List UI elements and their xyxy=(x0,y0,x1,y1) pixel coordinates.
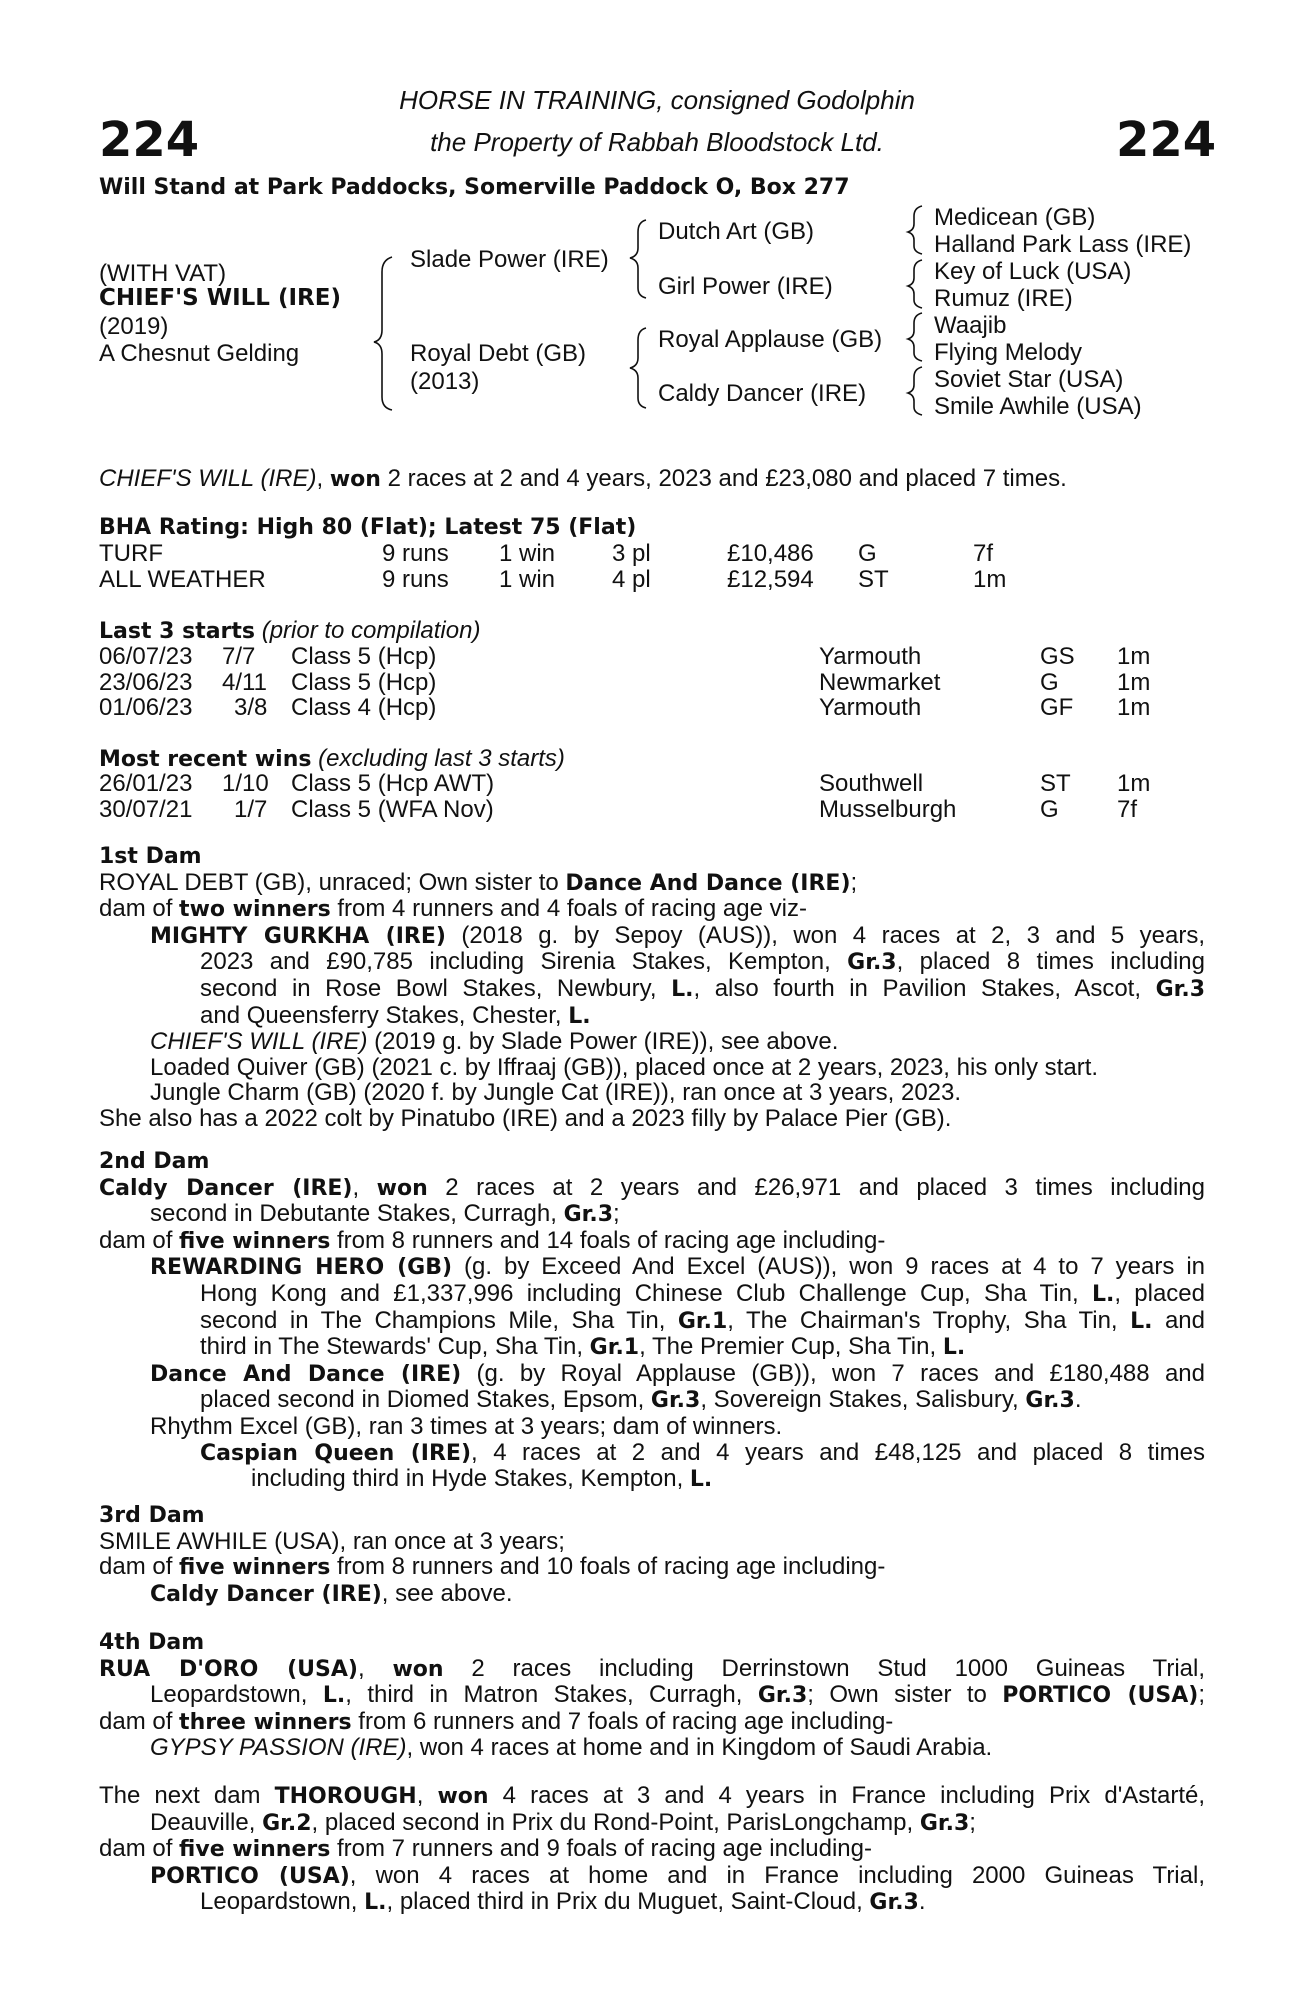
wins: 1 win xyxy=(499,566,556,593)
position: 1/10 xyxy=(222,770,269,797)
consignor-line: HORSE IN TRAINING, consigned Godolphin xyxy=(399,85,915,115)
prize: £10,486 xyxy=(727,540,814,567)
dam: Royal Debt (GB) xyxy=(410,340,587,367)
distance: 1m xyxy=(1117,669,1151,696)
gg-3: Key of Luck (USA) xyxy=(934,258,1132,285)
position: 7/7 xyxy=(222,643,256,670)
distance: 1m xyxy=(1117,770,1151,797)
runs: 9 runs xyxy=(382,540,449,567)
gg-6: Flying Melody xyxy=(934,339,1083,366)
gg-1: Medicean (GB) xyxy=(934,204,1096,231)
first-dam-title: 1st Dam xyxy=(99,844,202,869)
vat-note: (WITH VAT) xyxy=(99,260,227,287)
third-dam-title: 3rd Dam xyxy=(99,1503,205,1528)
course: Newmarket xyxy=(819,669,941,696)
gg-5: Waajib xyxy=(934,312,1007,339)
race-class: Class 4 (Hcp) xyxy=(291,694,437,721)
first-dam-section: 1st Dam ROYAL DEBT (GB), unraced; Own sister to Dance And Dance (IRE); dam of two winners from 4 runners and 4 foals of racing age viz- MIGHTY GURKHA (IRE) (2018 g. by Sepoy (AUS)), won 4 races at 2, 3 and 5 years, 2023 and £90,785 including Sirenia Stakes, Kempton, Gr.3, placed 8 times including second in Rose Bowl Stakes, Newbury, L., also fourth in Pavilion Stakes, Ascot, Gr.3 and Queensferry Stakes, Chester, L. CHIEF'S WILL (IRE) (2019 g. by Slade Power (IRE)), see above. Loaded Quiver (GB) (2021 c. by Iffraaj (GB)), placed once at 2 years, 2023, his only start. Jungle Charm (GB) (2020 f. by Jungle Cat (IRE)), ran once at 3 years, 2023. She also has a 2022 colt by Pinatubo (IRE) and a 2023 filly by Palace Pier (GB). xyxy=(99,844,1206,1132)
race-class: Class 5 (WFA Nov) xyxy=(291,796,494,823)
stand-location: Will Stand at Park Paddocks, Somerville Paddock O, Box 277 xyxy=(99,175,850,200)
summary-won: won xyxy=(329,467,381,492)
wins: 1 win xyxy=(499,540,556,567)
lot-number-left: 224 xyxy=(99,112,200,168)
dam-year: (2013) xyxy=(410,368,480,395)
surface: TURF xyxy=(99,540,163,567)
gg-4: Rumuz (IRE) xyxy=(934,285,1073,312)
gg-8: Smile Awhile (USA) xyxy=(934,393,1142,420)
position: 1/7 xyxy=(234,796,268,823)
going: ST xyxy=(858,566,889,593)
horse-description: A Chesnut Gelding xyxy=(99,340,300,367)
gg-7: Soviet Star (USA) xyxy=(934,366,1124,393)
distance: 7f xyxy=(973,540,994,567)
course: Yarmouth xyxy=(819,694,922,721)
date: 30/07/21 xyxy=(99,796,193,823)
bha-rating-title: BHA Rating: High 80 (Flat); Latest 75 (Flat) xyxy=(99,515,637,540)
date: 01/06/23 xyxy=(99,694,193,721)
race-class: Class 5 (Hcp) xyxy=(291,643,437,670)
going: G xyxy=(1040,796,1059,823)
summary-rest: 2 races at 2 and 4 years, 2023 and £23,080 and placed 7 times. xyxy=(380,465,1067,492)
foaling-year: (2019) xyxy=(99,313,169,340)
distance: 1m xyxy=(973,566,1007,593)
course: Musselburgh xyxy=(819,796,957,823)
date: 26/01/23 xyxy=(99,770,193,797)
recent-title: Most recent wins xyxy=(99,747,312,772)
gg-2: Halland Park Lass (IRE) xyxy=(934,231,1192,258)
summary-horse: CHIEF'S WILL (IRE) xyxy=(99,465,317,492)
course: Yarmouth xyxy=(819,643,922,670)
dam-sire: Royal Applause (GB) xyxy=(658,326,883,353)
placed: 4 pl xyxy=(612,566,651,593)
distance: 7f xyxy=(1117,796,1138,823)
position: 3/8 xyxy=(234,694,268,721)
going: GF xyxy=(1040,694,1074,721)
fourth-dam-section: 4th Dam RUA D'ORO (USA), won 2 races including Derrinstown Stud 1000 Guineas Trial, Leopardstown, L., third in Matron Stakes, Curragh, Gr.3; Own sister to PORTICO (USA); dam of three winners from 6 runners and 7 foals of racing age including- GYPSY PASSION (IRE), won 4 races at home and in Kingdom of Saudi Arabia. xyxy=(99,1630,1206,1762)
sire-sire: Dutch Art (GB) xyxy=(658,218,815,245)
going: G xyxy=(1040,669,1059,696)
runs: 9 runs xyxy=(382,566,449,593)
lot-number-right: 224 xyxy=(1116,112,1217,168)
horse-name: CHIEF'S WILL (IRE) xyxy=(99,285,341,311)
going: GS xyxy=(1040,643,1075,670)
going: G xyxy=(858,540,877,567)
fourth-dam-title: 4th Dam xyxy=(99,1630,205,1655)
placed: 3 pl xyxy=(612,540,651,567)
race-class: Class 5 (Hcp AWT) xyxy=(291,770,495,797)
third-dam-section: 3rd Dam SMILE AWHILE (USA), ran once at 3 years; dam of five winners from 8 runners and 10 foals of racing age including- Caldy Dancer (IRE), see above. xyxy=(99,1503,1205,1607)
sire-dam: Girl Power (IRE) xyxy=(658,273,833,300)
last3-title: Last 3 starts xyxy=(99,619,256,644)
next-dam-section: The next dam THOROUGH, won 4 races at 3 and 4 years in France including Prix d'Astarté, Deauville, Gr.2, placed second in Prix du Rond-Point, ParisLongchamp, Gr.3; dam of five winners from 7 runners and 9 foals of racing age including- PORTICO (USA), won 4 races at home and in France including 2000 Guineas Trial, Leopardstown, L., placed third in Prix du Muguet, Saint-Cloud, Gr.3. xyxy=(99,1782,1205,1916)
position: 4/11 xyxy=(222,669,267,696)
sire: Slade Power (IRE) xyxy=(410,246,609,273)
distance: 1m xyxy=(1117,643,1151,670)
race-summary: CHIEF'S WILL (IRE), won 2 races at 2 and 4 years, 2023 and £23,080 and placed 7 times. xyxy=(99,465,1067,492)
last3-heading xyxy=(99,617,480,645)
second-dam-section: 2nd Dam Caldy Dancer (IRE), won 2 races at 2 years and £26,971 and placed 3 times including second in Debutante Stakes, Curragh, Gr.3; dam of five winners from 8 runners and 14 foals of racing age including- REWARDING HERO (GB) (g. by Exceed And Excel (AUS)), won 9 races at 4 to 7 years in Hong Kong and £1,337,996 including Chinese Club Challenge Cup, Sha Tin, L., placed second in The Champions Mile, Sha Tin, Gr.1, The Chairman's Trophy, Sha Tin, L. and third in The Stewards' Cup, Sha Tin, Gr.1, The Premier Cup, Sha Tin, L. Dance And Dance (IRE) (g. by Royal Applause (GB)), won 7 races and £180,488 and placed second in Diomed Stakes, Epsom, Gr.3, Sovereign Stakes, Salisbury, Gr.3. Rhythm Excel (GB), ran 3 times at 3 years; dam of winners. Caspian Queen (IRE), 4 races at 2 and 4 years and £48,125 and placed 8 times including third in Hyde Stakes, Kempton, L. xyxy=(99,1149,1206,1493)
distance: 1m xyxy=(1117,694,1151,721)
recent-heading xyxy=(99,745,565,773)
last3-note: (prior to compilation) xyxy=(255,617,481,644)
recent-note: (excluding last 3 starts) xyxy=(311,745,565,772)
going: ST xyxy=(1040,770,1071,797)
second-dam-title: 2nd Dam xyxy=(99,1149,210,1174)
prize: £12,594 xyxy=(727,566,814,593)
race-class: Class 5 (Hcp) xyxy=(291,669,437,696)
dam-dam: Caldy Dancer (IRE) xyxy=(658,380,867,407)
date: 06/07/23 xyxy=(99,643,193,670)
date: 23/06/23 xyxy=(99,669,193,696)
surface: ALL WEATHER xyxy=(99,566,266,593)
course: Southwell xyxy=(819,770,924,797)
property-line: the Property of Rabbah Bloodstock Ltd. xyxy=(430,127,884,157)
